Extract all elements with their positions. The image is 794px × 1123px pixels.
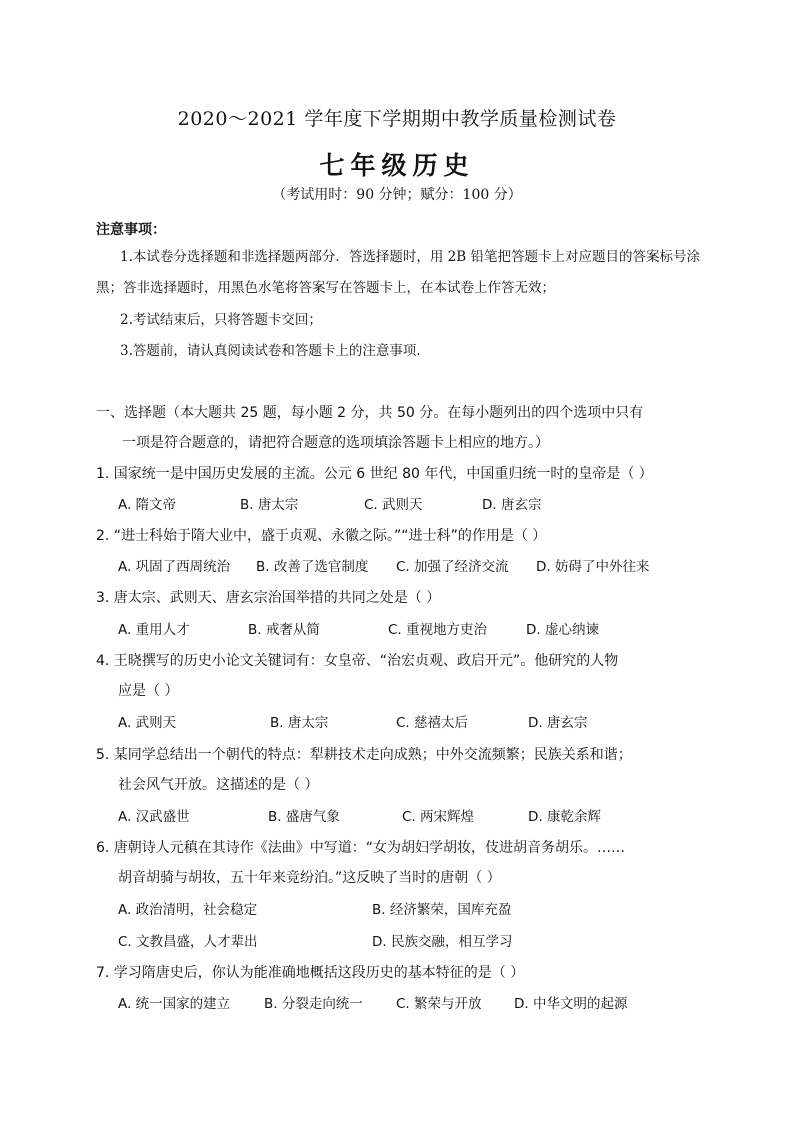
question-stem: 7. 学习隋唐史后，你认为能准确地概括这段历史的基本特征的是（ ）	[96, 965, 525, 981]
option-a: A. 汉武盛世	[118, 809, 190, 825]
option-b: B. 盛唐气象	[268, 809, 340, 825]
option-c: C. 两宋辉煌	[402, 809, 475, 825]
question-stem-cont: 社会风气开放。这描述的是（ ）	[118, 777, 319, 793]
section-heading	[96, 398, 706, 458]
option-c: C. 繁荣与开放	[396, 996, 482, 1012]
option-a: A. 武则天	[118, 715, 177, 731]
option-d: D. 妨碍了中外往来	[536, 559, 650, 575]
option-d: D. 虚心纳谏	[526, 622, 599, 638]
notice-heading: 注意事项：	[96, 222, 166, 238]
question-stem-cont: 胡音胡骑与胡妆，五十年来竞纷泊。”这反映了当时的唐朝（ ）	[118, 870, 501, 886]
option-c: C. 加强了经济交流	[396, 559, 509, 575]
option-a: A. 重用人才	[118, 622, 190, 638]
question-stem: 5. 某同学总结出一个朝代的特点：犁耕技术走向成熟；中外交流频繁；民族关系和谐；	[96, 747, 632, 763]
section-heading-line1: 一、选择题（本大题共 25 题，每小题 2 分，共 50 分。在每小题列出的四个选项中只有	[96, 405, 644, 421]
option-c: C. 武则天	[364, 497, 423, 513]
notice-item-3: 3.答题前，请认真阅读试卷和答题卡上的注意事项．	[120, 343, 430, 359]
question-stem: 4. 王晓撰写的历史小论文关键词有：女皇帝、“治宏贞观、政启开元”。他研究的人物	[96, 653, 619, 669]
exam-title: 2020～2021 学年度下学期期中教学质量检测试卷	[177, 108, 617, 130]
notice-item-2: 2.考试结束后，只将答题卡交回；	[120, 312, 322, 328]
notice-item-1: 1.本试卷分选择题和非选择题两部分．答选择题时，用 2B 铅笔把答题卡上对应题目的答案标号涂黑；答非选择题时，用黑色水笔将答案写在答题卡上，在本试卷上作答无效；	[96, 249, 700, 296]
question-stem: 6. 唐朝诗人元稹在其诗作《法曲》中写道：“女为胡妇学胡妆，伎进胡音务胡乐。……	[96, 840, 626, 856]
option-a: A. 隋文帝	[118, 497, 177, 513]
option-a: A. 统一国家的建立	[118, 996, 231, 1012]
question-stem: 2. “进士科始于隋大业中，盛于贞观、永徽之际。”“进士科”的作用是（ ）	[96, 528, 547, 544]
exam-subject: 七年级历史	[319, 151, 475, 180]
question-6	[96, 833, 706, 893]
option-c: C. 慈禧太后	[396, 715, 469, 731]
option-a: A. 巩固了西周统治	[118, 559, 231, 575]
option-d: D. 民族交融，相互学习	[372, 934, 513, 950]
question-2	[96, 521, 706, 551]
question-stem-cont: 应是（ ）	[118, 683, 179, 699]
option-d: D. 康乾余辉	[528, 809, 601, 825]
question-5	[96, 740, 706, 800]
option-b: B. 分裂走向统一	[264, 996, 363, 1012]
option-c: C. 文教昌盛，人才辈出	[118, 934, 258, 950]
question-7	[96, 958, 706, 988]
question-4	[96, 646, 706, 706]
exam-duration: （考试用时：90 分钟；赋分：100 分）	[272, 187, 522, 203]
option-b: B. 改善了选官制度	[256, 559, 369, 575]
option-d: D. 中华文明的起源	[514, 996, 628, 1012]
option-d: D. 唐玄宗	[528, 715, 588, 731]
option-a: A. 政治清明，社会稳定	[118, 902, 258, 918]
question-3	[96, 583, 706, 613]
option-b: B. 唐太宗	[270, 715, 329, 731]
option-d: D. 唐玄宗	[482, 497, 542, 513]
option-b: B. 唐太宗	[240, 497, 299, 513]
question-stem: 1. 国家统一是中国历史发展的主流。公元 6 世纪 80 年代，中国重归统一时的皇帝是（ ）	[96, 466, 653, 482]
question-1	[96, 459, 706, 489]
section-heading-line2: 一项是符合题意的，请把符合题意的选项填涂答题卡上相应的地方。）	[122, 435, 549, 451]
option-b: B. 经济繁荣，国库充盈	[372, 902, 512, 918]
option-c: C. 重视地方吏治	[388, 622, 488, 638]
question-stem: 3. 唐太宗、武则天、唐玄宗治国举措的共同之处是（ ）	[96, 590, 441, 606]
option-b: B. 戒奢从简	[248, 622, 320, 638]
